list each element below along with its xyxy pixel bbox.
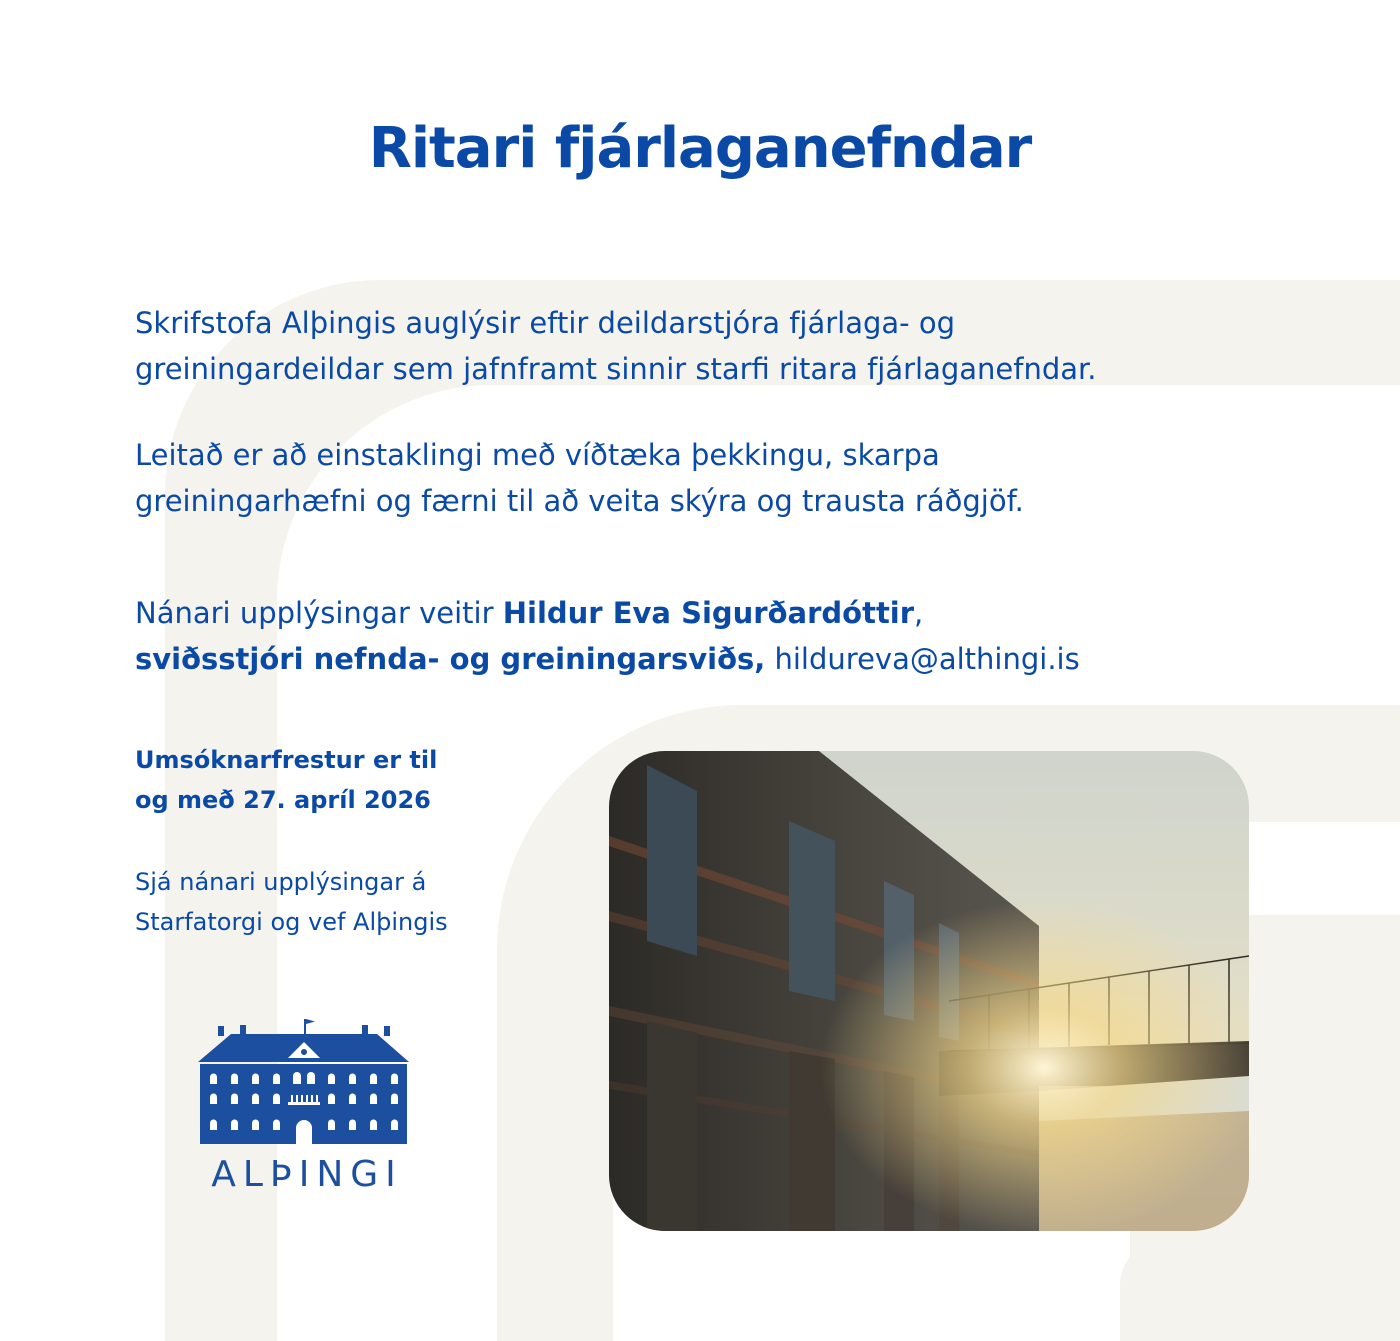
contact-name: Hildur Eva Sigurðardóttir bbox=[502, 596, 915, 630]
deadline-line-2: og með 27. apríl 2026 bbox=[135, 786, 431, 814]
logo-wordmark: ALÞINGI bbox=[211, 1154, 403, 1195]
contact-comma: , bbox=[914, 596, 924, 630]
more-info bbox=[135, 862, 555, 942]
contact-prefix: Nánari upplýsingar veitir bbox=[135, 596, 503, 630]
application-deadline bbox=[135, 740, 555, 820]
intro-line-2: greiningardeildar sem jafnframt sinnir starfi ritara fjárlaganefndar. bbox=[135, 352, 1097, 386]
parliament-building-icon bbox=[196, 1016, 411, 1146]
intro-line-1: Skrifstofa Alþingis auglýsir eftir deildarstjóra fjárlaga- og bbox=[135, 306, 956, 340]
contact-role: sviðsstjóri nefnda- og greiningarsviðs, bbox=[135, 642, 766, 676]
althingi-logo bbox=[196, 1016, 411, 1195]
deadline-line-1: Umsóknarfrestur er til bbox=[135, 746, 438, 774]
seeking-paragraph bbox=[135, 432, 1285, 524]
contact-paragraph bbox=[135, 590, 1285, 682]
seeking-line-2: greiningarhæfni og færni til að veita skýra og trausta ráðgjöf. bbox=[135, 484, 1024, 518]
building-photo bbox=[609, 751, 1249, 1231]
contact-email[interactable]: hildureva@althingi.is bbox=[765, 642, 1080, 676]
more-info-line-2: Starfatorgi og vef Alþingis bbox=[135, 908, 448, 936]
intro-paragraph bbox=[135, 300, 1285, 392]
more-info-line-1: Sjá nánari upplýsingar á bbox=[135, 868, 427, 896]
page-title: Ritari fjárlaganefndar bbox=[368, 116, 1032, 181]
seeking-line-1: Leitað er að einstaklingi með víðtæka þekkingu, skarpa bbox=[135, 438, 940, 472]
